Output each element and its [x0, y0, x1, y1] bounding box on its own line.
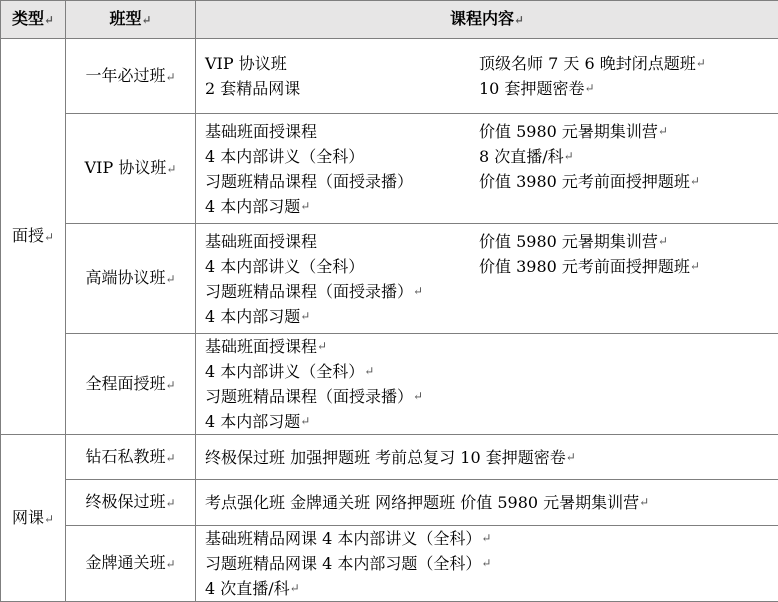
class-cell: 全程面授班↵ [66, 334, 196, 435]
content-line: 习题班精品课程（面授录播） ↵ [205, 279, 778, 304]
content-line: 基础班精品网课 4 本内部讲义（全科） ↵ [205, 526, 778, 551]
content-line: 4 本内部习题 ↵ [205, 409, 778, 434]
class-cell: 钻石私教班↵ [66, 435, 196, 480]
class-cell: 终极保过班↵ [66, 480, 196, 526]
class-name: VIP 协议班 [85, 158, 167, 177]
content-cell [196, 480, 778, 526]
content-item: 2 套精品网课 [205, 76, 479, 101]
class-cell: 高端协议班↵ [66, 224, 196, 334]
content-item: 价值 5980 元暑期集训营 [479, 229, 658, 254]
content-line: 习题班精品网课 4 本内部习题（全科） ↵ [205, 551, 778, 576]
content-item: VIP 协议班 [205, 51, 479, 76]
table-row [1, 334, 778, 435]
type-cell: 面授↵ [1, 39, 66, 435]
content-line: 4 次直播/科 ↵ [205, 576, 778, 601]
content-line: 基础班面授课程 ↵ [205, 334, 778, 359]
class-name: 金牌通关班 [85, 553, 165, 572]
content-item: 4 本内部习题 [205, 194, 300, 219]
class-name: 钻石私教班 [85, 447, 165, 466]
class-cell: 金牌通关班↵ [66, 526, 196, 602]
content-item: 终极保过班 加强押题班 考前总复习 10 套押题密卷 [205, 445, 566, 470]
class-name: 全程面授班 [85, 374, 165, 393]
content-item: 10 套押题密卷 [479, 76, 584, 101]
content-item: 基础班面授课程 [205, 229, 479, 254]
content-item: 习题班精品课程（面授录播） [205, 279, 413, 304]
content-line: 4 本内部习题 ↵ [205, 194, 778, 219]
content-line: 基础班面授课程 价值 5980 元暑期集训营 ↵ [205, 119, 778, 144]
type-label: 面授 [12, 226, 44, 245]
table-row [1, 114, 778, 224]
content-line: 4 本内部讲义（全科） ↵ [205, 359, 778, 384]
content-cell [196, 526, 778, 602]
content-item: 4 本内部讲义（全科） [205, 144, 479, 169]
header-type: 类型↵ [1, 1, 66, 39]
content-item: 8 次直播/科 [479, 144, 564, 169]
content-item: 顶级名师 7 天 6 晚封闭点题班 [479, 51, 696, 76]
content-cell [196, 435, 778, 480]
content-item: 基础班精品网课 4 本内部讲义（全科） [205, 526, 481, 551]
content-item: 4 本内部习题 [205, 304, 300, 329]
content-item: 4 本内部讲义（全科） [205, 359, 364, 384]
content-item: 价值 5980 元暑期集训营 [479, 119, 658, 144]
content-item: 考点强化班 金牌通关班 网络押题班 价值 5980 元暑期集训营 [205, 490, 639, 515]
content-cell [196, 224, 778, 334]
content-item: 习题班精品课程（面授录播） [205, 169, 479, 194]
header-row [1, 1, 778, 39]
table-row [1, 480, 778, 526]
content-item: 习题班精品网课 4 本内部习题（全科） [205, 551, 481, 576]
content-item: 习题班精品课程（面授录播） [205, 384, 413, 409]
table-row [1, 224, 778, 334]
content-item: 基础班面授课程 [205, 334, 317, 359]
content-line: 4 本内部讲义（全科） 价值 3980 元考前面授押题班 ↵ [205, 254, 778, 279]
table-row [1, 435, 778, 480]
content-item: 4 次直播/科 [205, 576, 290, 601]
class-cell: VIP 协议班↵ [66, 114, 196, 224]
header-content: 课程内容↵ [196, 1, 778, 39]
content-line: 4 本内部习题 ↵ [205, 304, 778, 329]
table-body [1, 39, 778, 602]
header-class: 班型↵ [66, 1, 196, 39]
content-line: 4 本内部讲义（全科） 8 次直播/科 ↵ [205, 144, 778, 169]
class-cell: 一年必过班↵ [66, 39, 196, 114]
content-line: 习题班精品课程（面授录播） 价值 3980 元考前面授押题班 ↵ [205, 169, 778, 194]
class-name: 终极保过班 [85, 492, 165, 511]
table-row [1, 39, 778, 114]
content-line: VIP 协议班 顶级名师 7 天 6 晚封闭点题班 ↵ [205, 51, 778, 76]
class-name: 一年必过班 [85, 66, 165, 85]
content-line: 习题班精品课程（面授录播） ↵ [205, 384, 778, 409]
content-line: 考点强化班 金牌通关班 网络押题班 价值 5980 元暑期集训营 ↵ [205, 490, 778, 515]
content-item: 4 本内部讲义（全科） [205, 254, 479, 279]
content-cell [196, 334, 778, 435]
table-row [1, 526, 778, 602]
content-cell [196, 114, 778, 224]
content-item: 基础班面授课程 [205, 119, 479, 144]
type-cell: 网课↵ [1, 435, 66, 602]
content-item: 4 本内部习题 [205, 409, 300, 434]
content-line: 终极保过班 加强押题班 考前总复习 10 套押题密卷 ↵ [205, 445, 778, 470]
content-item: 价值 3980 元考前面授押题班 [479, 169, 690, 194]
content-item: 价值 3980 元考前面授押题班 [479, 254, 690, 279]
type-label: 网课 [12, 508, 44, 527]
content-line: 基础班面授课程 价值 5980 元暑期集训营 ↵ [205, 229, 778, 254]
content-cell [196, 39, 778, 114]
content-line: 2 套精品网课 10 套押题密卷 ↵ [205, 76, 778, 101]
class-name: 高端协议班 [85, 268, 165, 287]
